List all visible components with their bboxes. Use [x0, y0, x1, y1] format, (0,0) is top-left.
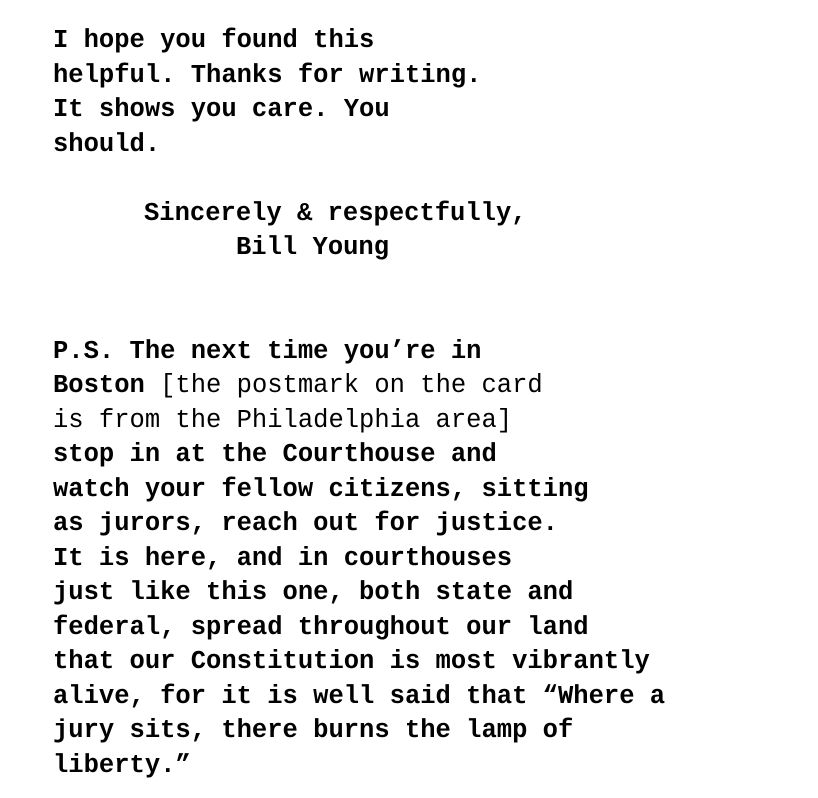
spacer [53, 266, 813, 301]
postscript-line: federal, spread throughout our land [53, 612, 589, 642]
postscript-line: jury sits, there burns the lamp of [53, 716, 574, 745]
closing-line: I hope you found this [53, 26, 375, 55]
letter-text [53, 24, 813, 783]
closing-line: should. [53, 129, 161, 159]
postscript-line [53, 369, 813, 404]
valediction: Sincerely & respectfully, [144, 198, 527, 228]
spacer [53, 162, 813, 197]
postscript-city: Boston [53, 371, 145, 400]
postscript-line: watch your fellow citizens, sitting [53, 474, 589, 504]
postscript-line: as jurors, reach out for justice. [53, 509, 558, 538]
postscript-line: P.S. The next time you’re in [53, 336, 482, 366]
closing-line: It shows you care. You [53, 95, 390, 124]
postscript-line: alive, for it is well said that “Where a [53, 681, 666, 711]
postscript-line: It is here, and in courthouses [53, 543, 513, 573]
spacer [53, 300, 813, 335]
postscript-line: stop in at the Courthouse and [53, 440, 497, 469]
postscript-line: that our Constitution is most vibrantly [53, 647, 650, 676]
editorial-note: [the postmark on the card [144, 371, 543, 400]
closing-line: helpful. Thanks for writing. [53, 60, 482, 90]
signature: Bill Young [236, 233, 390, 262]
postscript-line: just like this one, both state and [53, 578, 574, 607]
postscript-line: liberty.” [53, 750, 191, 780]
editorial-note: is from the Philadelphia area] [53, 405, 513, 435]
